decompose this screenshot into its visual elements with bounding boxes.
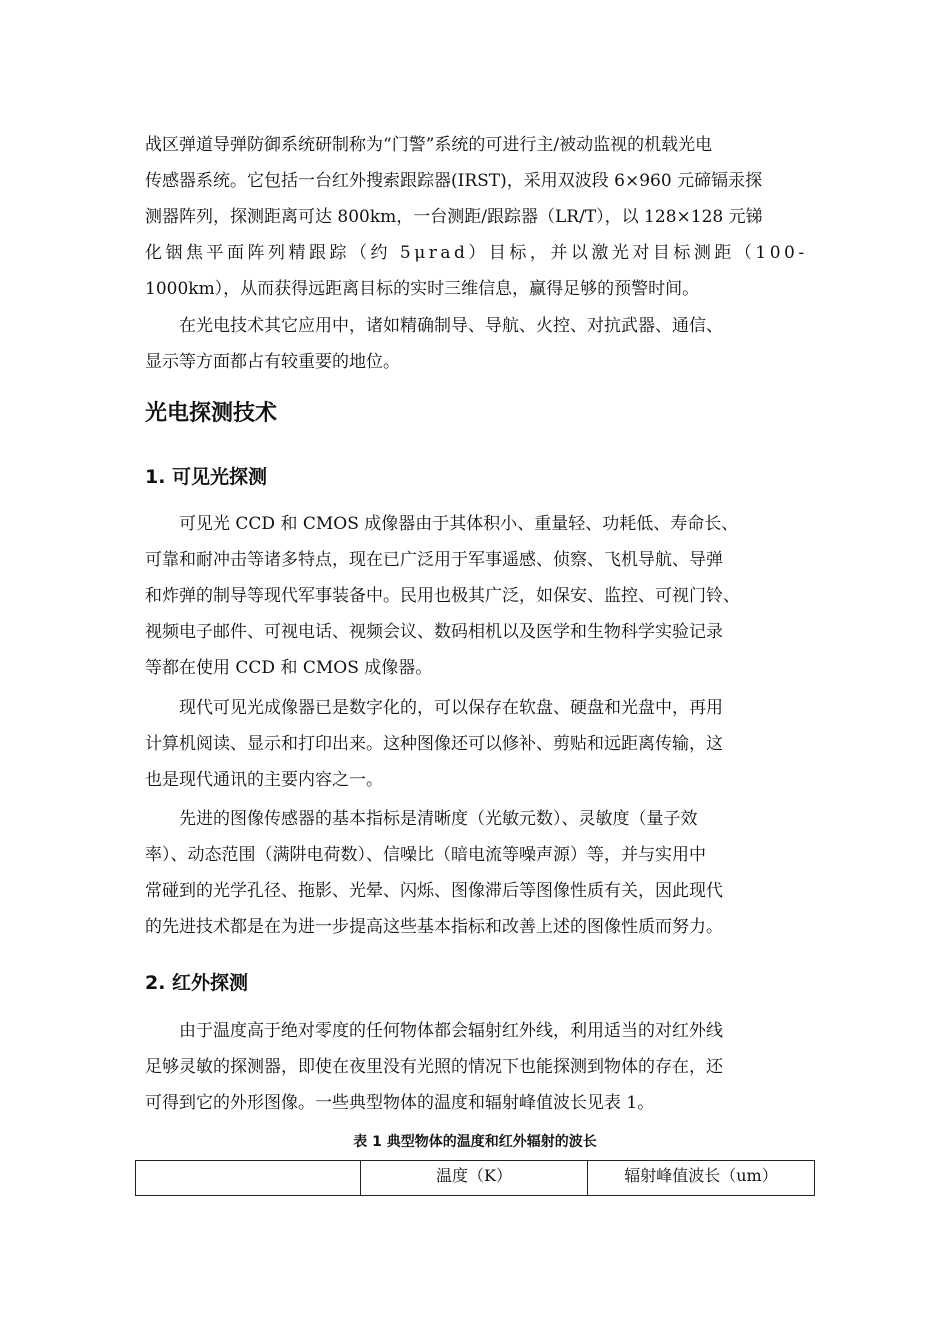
text-line: 由于温度高于绝对零度的任何物体都会辐射红外线，利用适当的对红外线 [179, 1021, 723, 1041]
subsection-title-infrared: 2. 红外探测 [145, 972, 249, 994]
text-line: 测器阵列，探测距离可达 800km，一台测距/跟踪器（LR/T），以 128×128 元锑 [145, 207, 763, 227]
text-line: 等都在使用 CCD 和 CMOS 成像器。 [145, 658, 433, 678]
text-line: 可见光 CCD 和 CMOS 成像器由于其体积小、重量轻、功耗低、寿命长、 [179, 514, 739, 534]
text-line: 足够灵敏的探测器，即使在夜里没有光照的情况下也能探测到物体的存在，还 [145, 1057, 723, 1077]
text-line: 的先进技术都是在为进一步提高这些基本指标和改善上述的图像性质而努力。 [145, 917, 723, 937]
table-header-cell: 辐射峰值波长（um） [588, 1161, 815, 1196]
table-header-cell [136, 1161, 361, 1196]
text-line: 也是现代通讯的主要内容之一。 [145, 770, 383, 790]
text-line: 率）、动态范围（满阱电荷数）、信噪比（暗电流等噪声源）等，并与实用中 [145, 845, 706, 865]
text-line: 1000km），从而获得远距离目标的实时三维信息，赢得足够的预警时间。 [145, 279, 700, 299]
infrared-paragraph [145, 1013, 810, 1121]
applications-paragraph [145, 308, 810, 380]
visible-paragraph-3 [145, 801, 810, 945]
intro-paragraph [145, 127, 810, 307]
text-line: 视频电子邮件、可视电话、视频会议、数码相机以及医学和生物科学实验记录 [145, 622, 723, 642]
table-caption: 表 1 典型物体的温度和红外辐射的波长 [353, 1134, 597, 1150]
subsection-title-visible: 1. 可见光探测 [145, 466, 268, 488]
text-line: 化铟焦平面阵列精跟踪（约 5μrad）目标，并以激光对目标测距（100- [145, 243, 808, 263]
table-header-row [136, 1161, 815, 1196]
text-line: 显示等方面都占有较重要的地位。 [145, 352, 400, 372]
visible-paragraph-2 [145, 690, 810, 798]
table-1 [135, 1160, 815, 1196]
text-line: 可靠和耐冲击等诸多特点，现在已广泛用于军事遥感、侦察、飞机导航、导弹 [145, 550, 723, 570]
text-line: 可得到它的外形图像。一些典型物体的温度和辐射峰值波长见表 1。 [145, 1093, 655, 1113]
text-line: 在光电技术其它应用中，诸如精确制导、导航、火控、对抗武器、通信、 [179, 316, 723, 336]
table-header-cell: 温度（K） [361, 1161, 588, 1196]
section-title: 光电探测技术 [145, 401, 278, 426]
text-line: 常碰到的光学孔径、拖影、光晕、闪烁、图像滞后等图像性质有关，因此现代 [145, 881, 723, 901]
text-line: 现代可见光成像器已是数字化的，可以保存在软盘、硬盘和光盘中，再用 [179, 698, 723, 718]
visible-paragraph-1 [145, 506, 810, 686]
text-line: 传感器系统。它包括一台红外搜索跟踪器(IRST)，采用双波段 6×960 元碲镉汞探 [145, 171, 763, 191]
text-line: 先进的图像传感器的基本指标是清晰度（光敏元数）、灵敏度（量子效 [179, 809, 698, 829]
text-line: 战区弹道导弹防御系统研制称为“门警”系统的可进行主/被动监视的机载光电 [145, 135, 713, 155]
text-line: 计算机阅读、显示和打印出来。这种图像还可以修补、剪贴和远距离传输，这 [145, 734, 723, 754]
text-line: 和炸弹的制导等现代军事装备中。民用也极其广泛，如保安、监控、可视门铃、 [145, 586, 740, 606]
